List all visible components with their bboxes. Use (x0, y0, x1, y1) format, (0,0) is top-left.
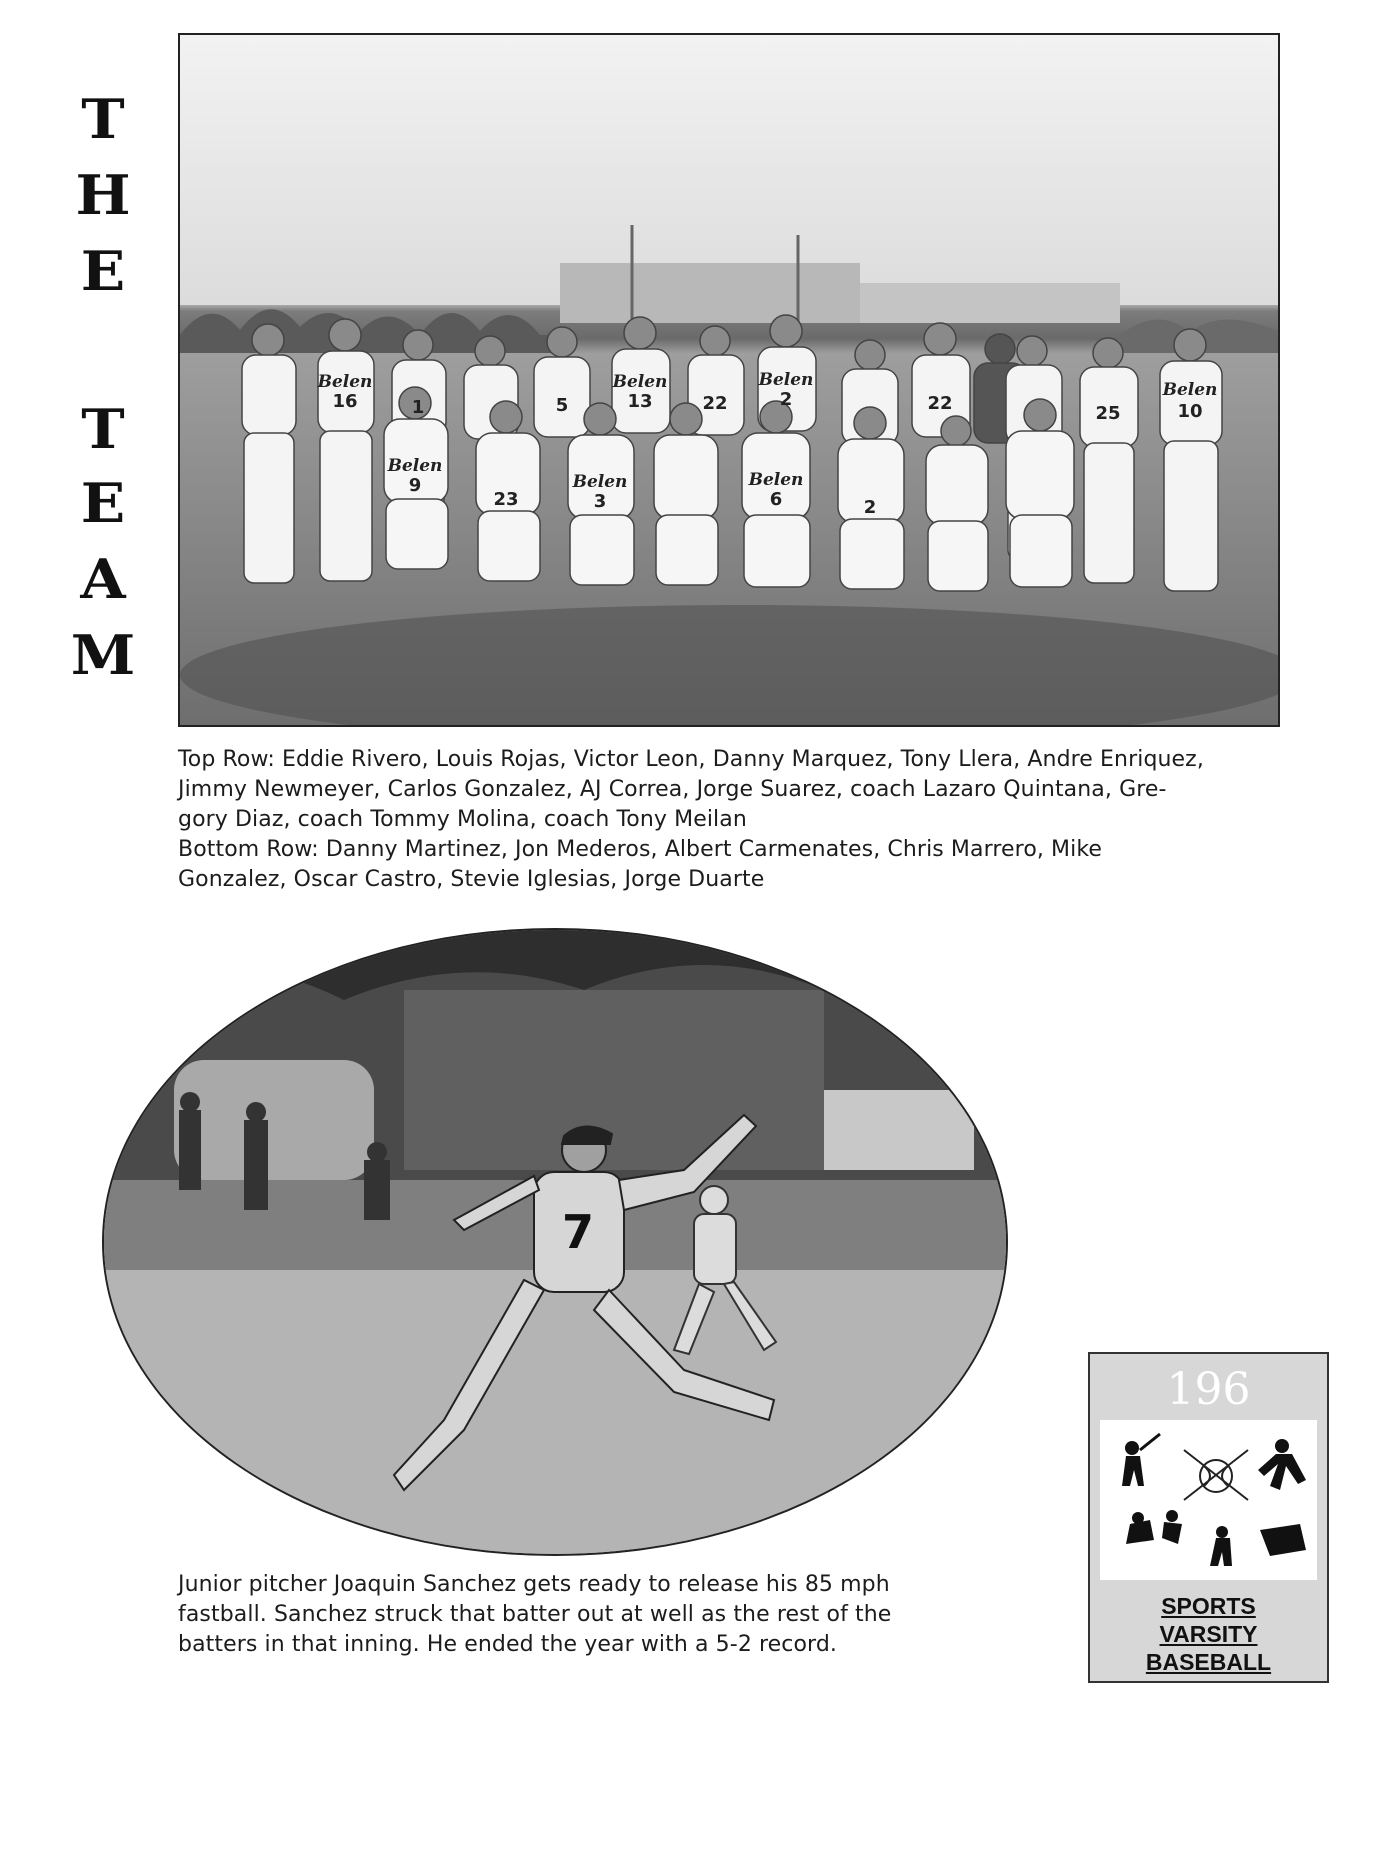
player-top-14 (1160, 329, 1222, 591)
sports-clipart (1100, 1420, 1317, 1580)
caption-line: fastball. Sanchez struck that batter out at well as the rest of the (178, 1602, 892, 1627)
jersey-script: Belen (612, 372, 668, 392)
caption-line: batters in that inning. He ended the year with a 5-2 record. (178, 1632, 837, 1657)
player-bottom-7 (926, 416, 988, 591)
pitcher-caption (178, 1570, 998, 1660)
player-top-1 (242, 324, 296, 583)
pitcher-photo (102, 928, 1008, 1556)
title-letter: A (80, 547, 126, 611)
title-letter: M (70, 623, 136, 687)
player-top-13 (1080, 338, 1138, 583)
caption-line: Top Row: Eddie Rivero, Louis Rojas, Victor Leon, Danny Marquez, Tony Llera, Andre Enriquez, (178, 747, 1204, 772)
caption-line: Junior pitcher Joaquin Sanchez gets ready to release his 85 mph (178, 1572, 890, 1597)
page-number: 196 (1166, 1364, 1251, 1415)
title-letter: H (75, 163, 131, 227)
team-photo (178, 33, 1280, 727)
team-caption (178, 745, 1298, 895)
pitcher-photo-illustration (104, 930, 1006, 1554)
title-letter: E (80, 239, 126, 303)
player-top-5 (534, 327, 590, 437)
player-top-2 (318, 319, 374, 581)
jersey-script: Belen (758, 370, 814, 390)
title-letter: E (80, 471, 126, 535)
jersey-number: 22 (927, 393, 953, 414)
caption-line: Bottom Row: Danny Martinez, Jon Mederos, Albert Carmenates, Chris Marrero, Mike (178, 837, 1103, 862)
jersey-number: 10 (1177, 401, 1203, 422)
jersey-number: 16 (332, 391, 358, 412)
team-players (180, 35, 1278, 725)
caption-line: gory Diaz, coach Tommy Molina, coach Tony Meilan (178, 807, 747, 832)
badge-label: VARSITY (1159, 1621, 1258, 1647)
pitcher-jersey-number: 7 (561, 1205, 595, 1259)
jersey-script: Belen (317, 372, 373, 392)
jersey-number: 2 (779, 389, 793, 410)
jersey-number: 1 (411, 397, 425, 418)
baseball-players-icon (1100, 1420, 1317, 1580)
badge-label: SPORTS (1161, 1593, 1256, 1619)
jersey-script: Belen (387, 456, 443, 476)
jersey-number: 22 (702, 393, 728, 414)
jersey-number: 5 (555, 395, 569, 416)
caption-line: Jimmy Newmeyer, Carlos Gonzalez, AJ Correa, Jorge Suarez, coach Lazaro Quintana, Gre- (178, 777, 1167, 802)
jersey-number: 6 (769, 489, 783, 510)
badge-label: BASEBALL (1145, 1649, 1272, 1675)
jersey-script: Belen (572, 472, 628, 492)
jersey-number: 2 (863, 497, 877, 518)
jersey-number: 3 (593, 491, 607, 512)
section-badge (1088, 1352, 1329, 1683)
jersey-number: 9 (408, 475, 422, 496)
jersey-number: 23 (493, 489, 519, 510)
jersey-number: 25 (1095, 403, 1121, 424)
title-letter: T (81, 397, 125, 461)
jersey-number: 13 (627, 391, 653, 412)
jersey-script: Belen (1162, 380, 1218, 400)
title-letter: T (81, 87, 125, 151)
jersey-script: Belen (748, 470, 804, 490)
caption-line: Gonzalez, Oscar Castro, Stevie Iglesias, Jorge Duarte (178, 867, 765, 892)
